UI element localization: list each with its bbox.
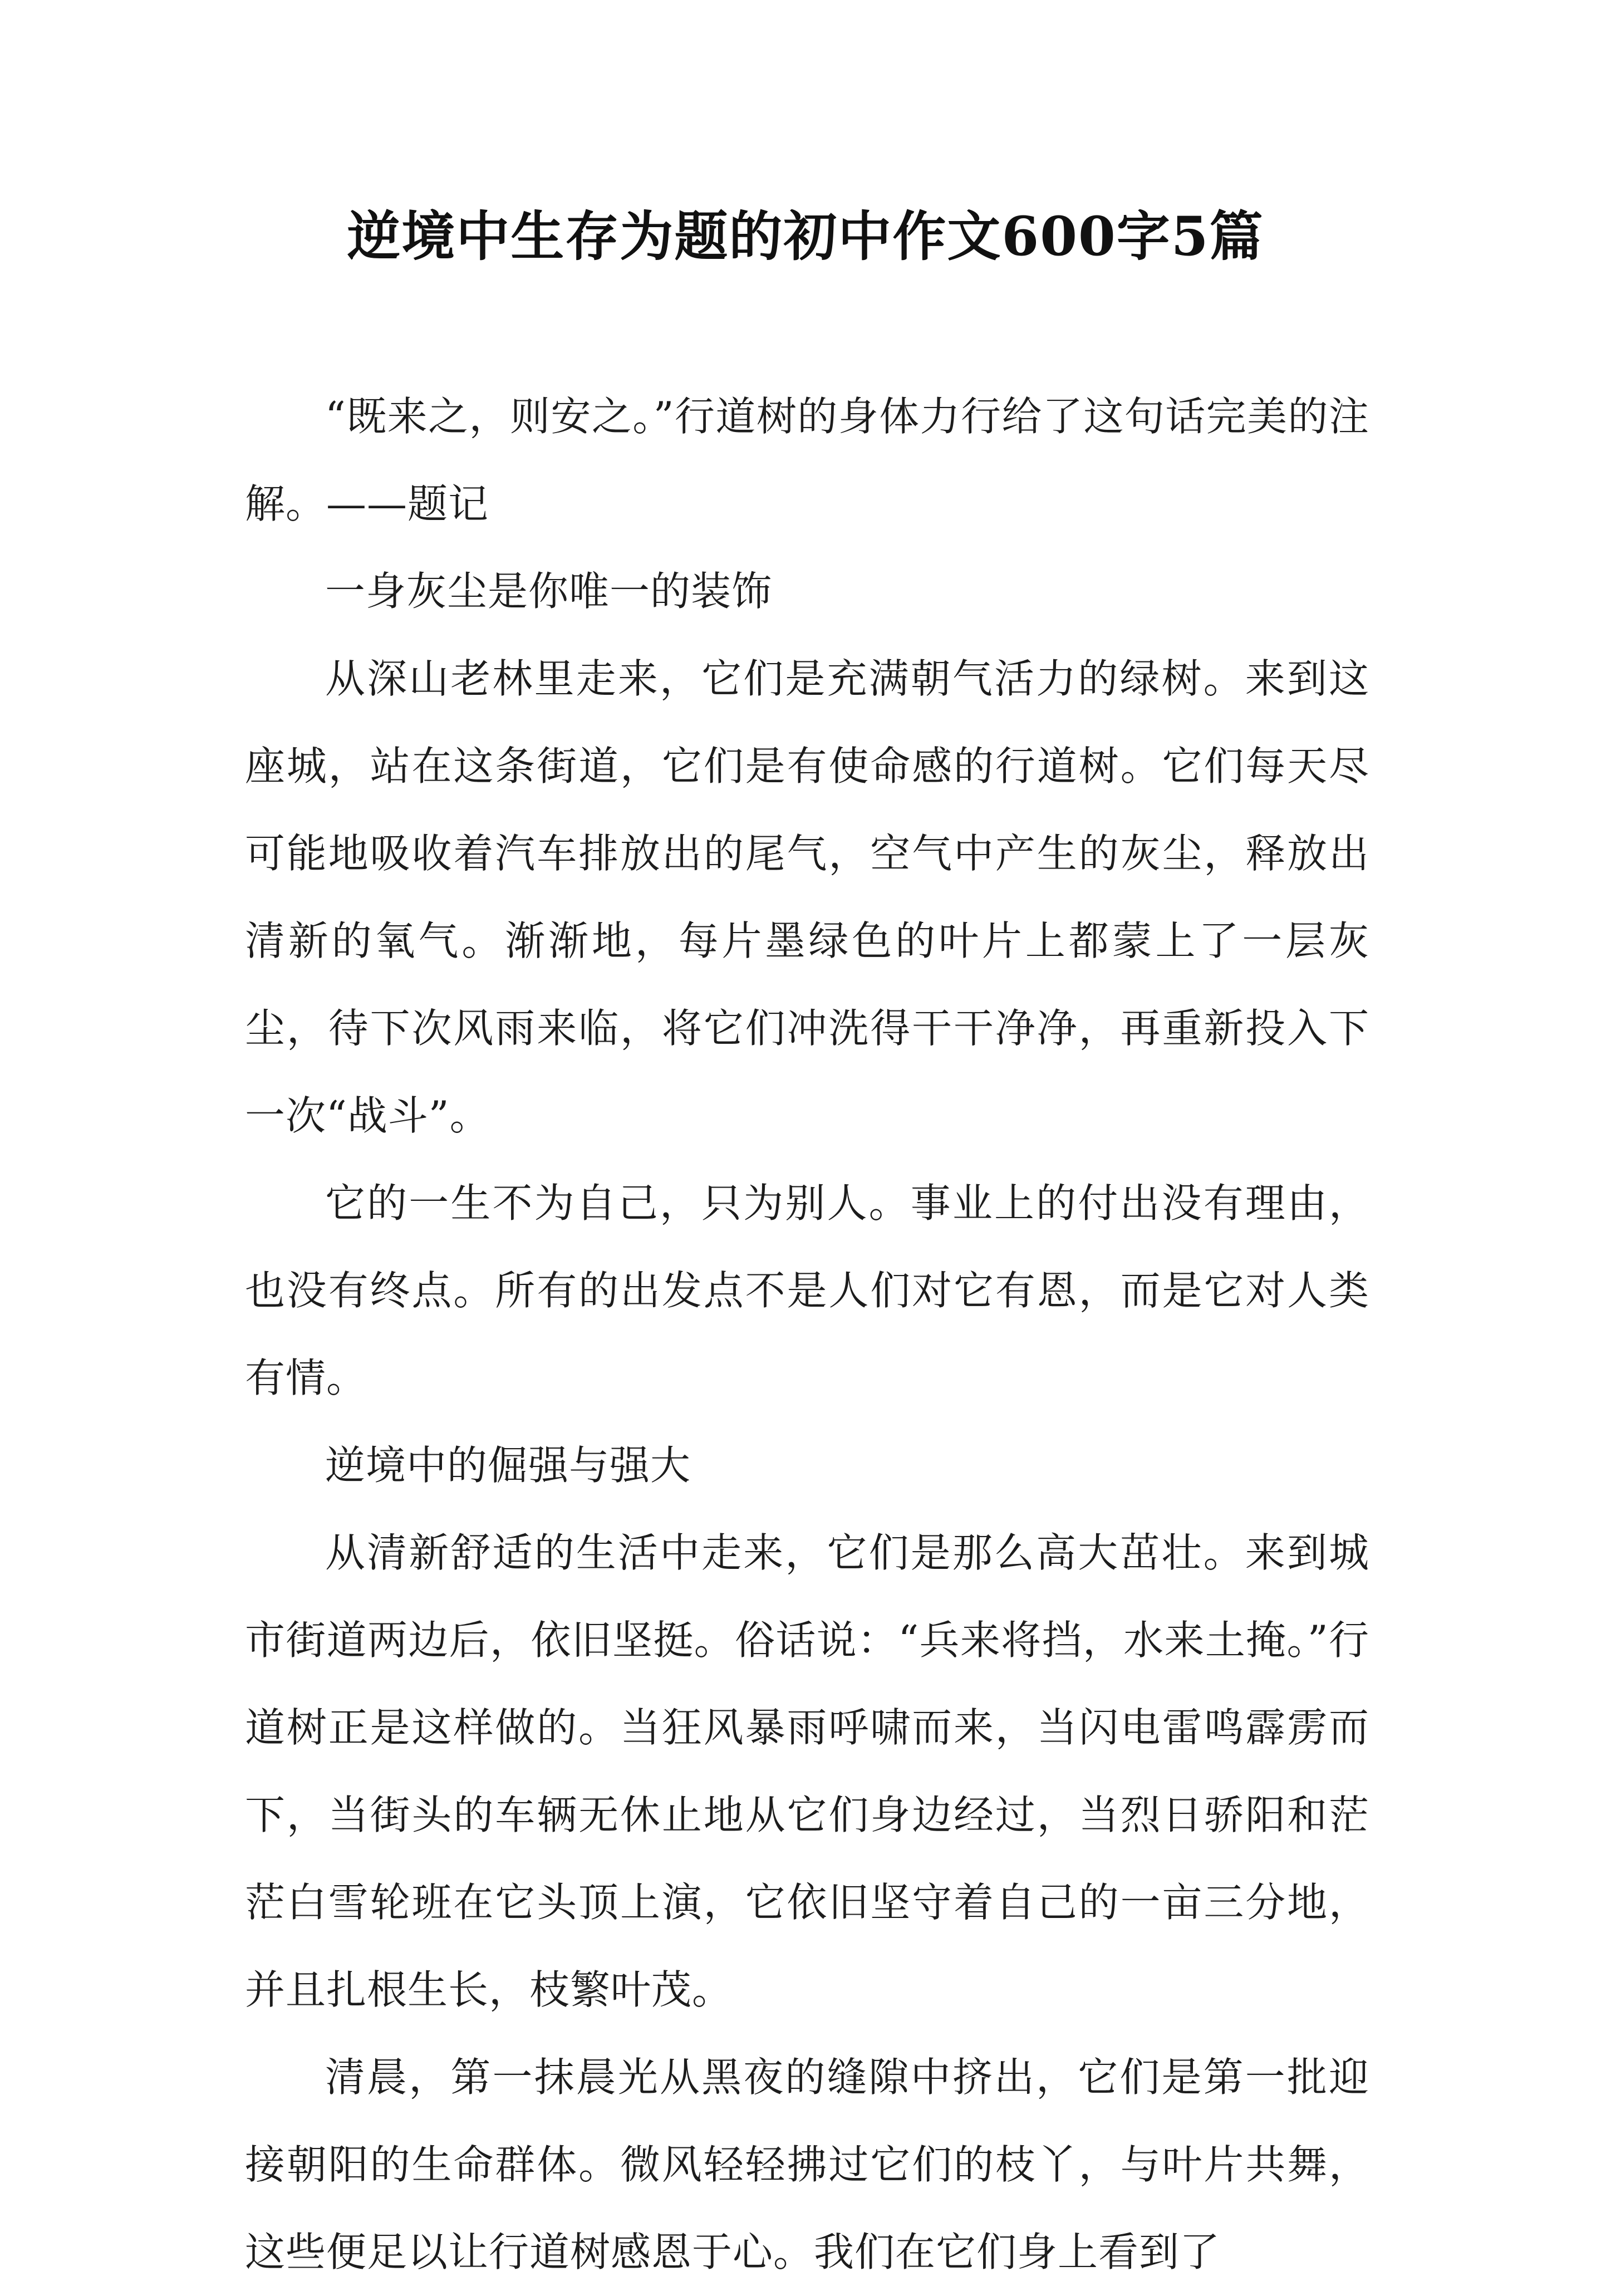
body-paragraph: 从深山老林里走来，它们是充满朝气活力的绿树。来到这座城，站在这条街道，它们是有使命感的行道树。它们每天尽可能地吸收着汽车排放出的尾气，空气中产生的灰尘，释放出清新的氧气。渐渐地，每片墨绿色的叶片上都蒙上了一层灰尘，待下次风雨来临，将它们冲洗得干干净净，再重新投入下一次“战斗”。 [245,655,1369,1139]
epigraph-paragraph: “既来之，则安之。”行道树的身体力行给了这句话完美的注解。——题记 [245,393,1369,527]
section-subheading: 一身灰尘是你唯一的装饰 [325,568,773,615]
body-paragraph: 从清新舒适的生活中走来，它们是那么高大茁壮。来到城市街道两边后，依旧坚挺。俗话说：“兵来将挡，水来土掩。”行道树正是这样做的。当狂风暴雨呼啸而来，当闪电雷鸣霹雳而下，当街头的车辆无休止地从它们身边经过，当烈日骄阳和茫茫白雪轮班在它头顶上演，它依旧坚守着自己的一亩三分地，并且扎根生长，枝繁叶茂。 [245,1529,1369,2013]
body-paragraph: 它的一生不为自己，只为别人。事业上的付出没有理由，也没有终点。所有的出发点不是人们对它有恩，而是它对人类有情。 [245,1180,1369,1401]
body-paragraph: 清晨，第一抹晨光从黑夜的缝隙中挤出，它们是第一批迎接朝阳的生命群体。微风轻轻拂过它们的枝丫，与叶片共舞，这些便足以让行道树感恩于心。我们在它们身上看到了 [245,2054,1369,2275]
document-title: 逆境中生存为题的初中作文600字5篇 [347,205,1264,268]
document-body [245,373,1369,2296]
section-subheading: 逆境中的倔强与强大 [325,1442,691,1489]
